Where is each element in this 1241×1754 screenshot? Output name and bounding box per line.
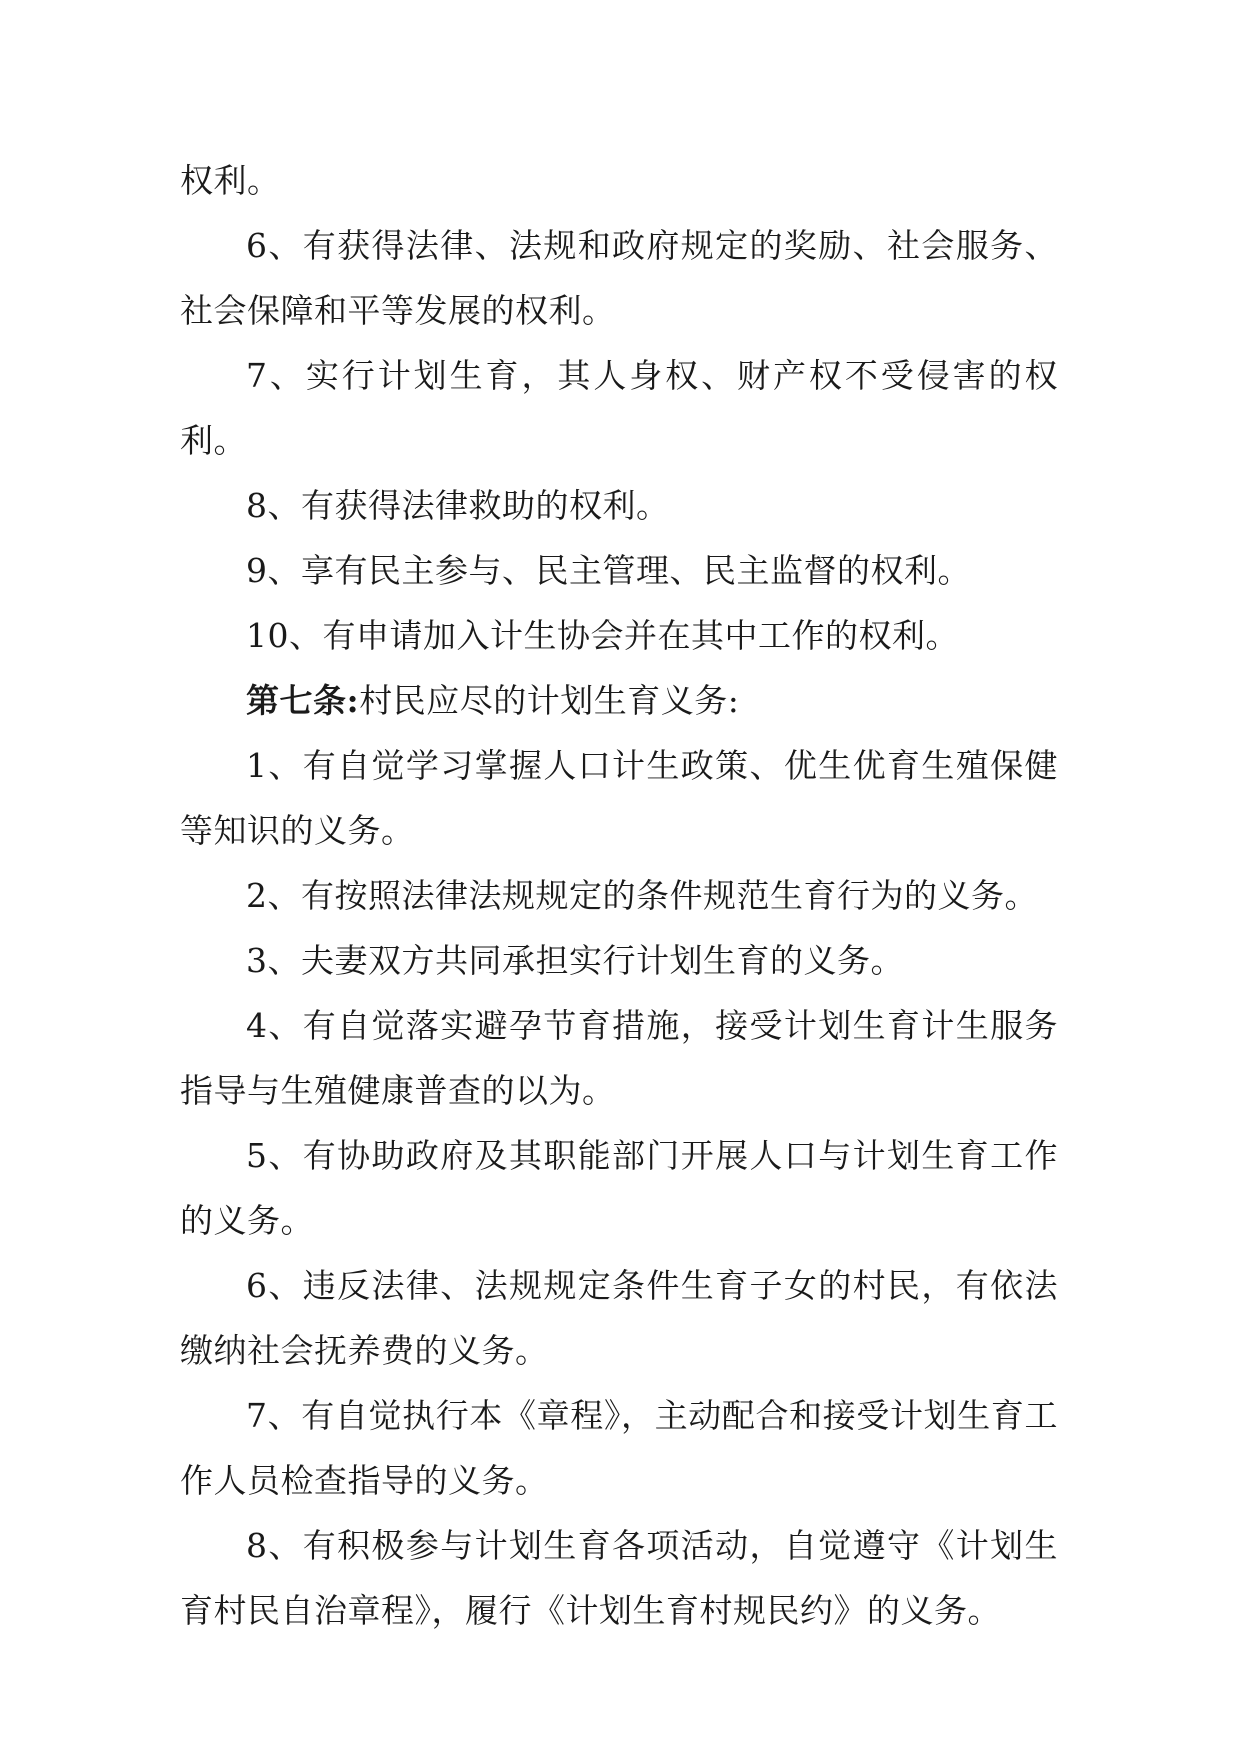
paragraph-duty-4: 4、有自觉落实避孕节育措施，接受计划生育计生服务指导与生殖健康普查的以为。 [180, 1006, 1058, 1110]
paragraph-duty-1: 1、有自觉学习掌握人口计生政策、优生优育生殖保健等知识的义务。 [180, 746, 1058, 850]
article-7-heading [180, 668, 1058, 733]
paragraph-duty-7: 7、有自觉执行本《章程》，主动配合和接受计划生育工作人员检查指导的义务。 [180, 1396, 1058, 1500]
paragraph-right-10: 10、有申请加入计生协会并在其中工作的权利。 [246, 616, 959, 655]
paragraph-duty-6: 6、违反法律、法规规定条件生育子女的村民，有依法缴纳社会抚养费的义务。 [180, 1266, 1058, 1370]
paragraph-duty-8: 8、有积极参与计划生育各项活动，自觉遵守《计划生育村民自治章程》，履行《计划生育村规民约》的义务。 [180, 1526, 1058, 1630]
paragraph-duty-3: 3、夫妻双方共同承担实行计划生育的义务。 [246, 941, 904, 980]
article-7-text: 村民应尽的计划生育义务: [359, 681, 740, 720]
paragraph-right-7: 7、实行计划生育，其人身权、财产权不受侵害的权利。 [180, 356, 1058, 460]
paragraph-right-6: 6、有获得法律、法规和政府规定的奖励、社会服务、社会保障和平等发展的权利。 [180, 226, 1058, 330]
article-7-label: 第七条: [246, 681, 360, 720]
paragraph-right-9: 9、享有民主参与、民主管理、民主监督的权利。 [246, 551, 971, 590]
paragraph-duty-2: 2、有按照法律法规规定的条件规范生育行为的义务。 [246, 876, 1038, 915]
document-body [180, 148, 1058, 1643]
paragraph-rights-continued: 权利。 [180, 161, 281, 200]
paragraph-right-8: 8、有获得法律救助的权利。 [246, 486, 670, 525]
paragraph-duty-5: 5、有协助政府及其职能部门开展人口与计划生育工作的义务。 [180, 1136, 1058, 1240]
